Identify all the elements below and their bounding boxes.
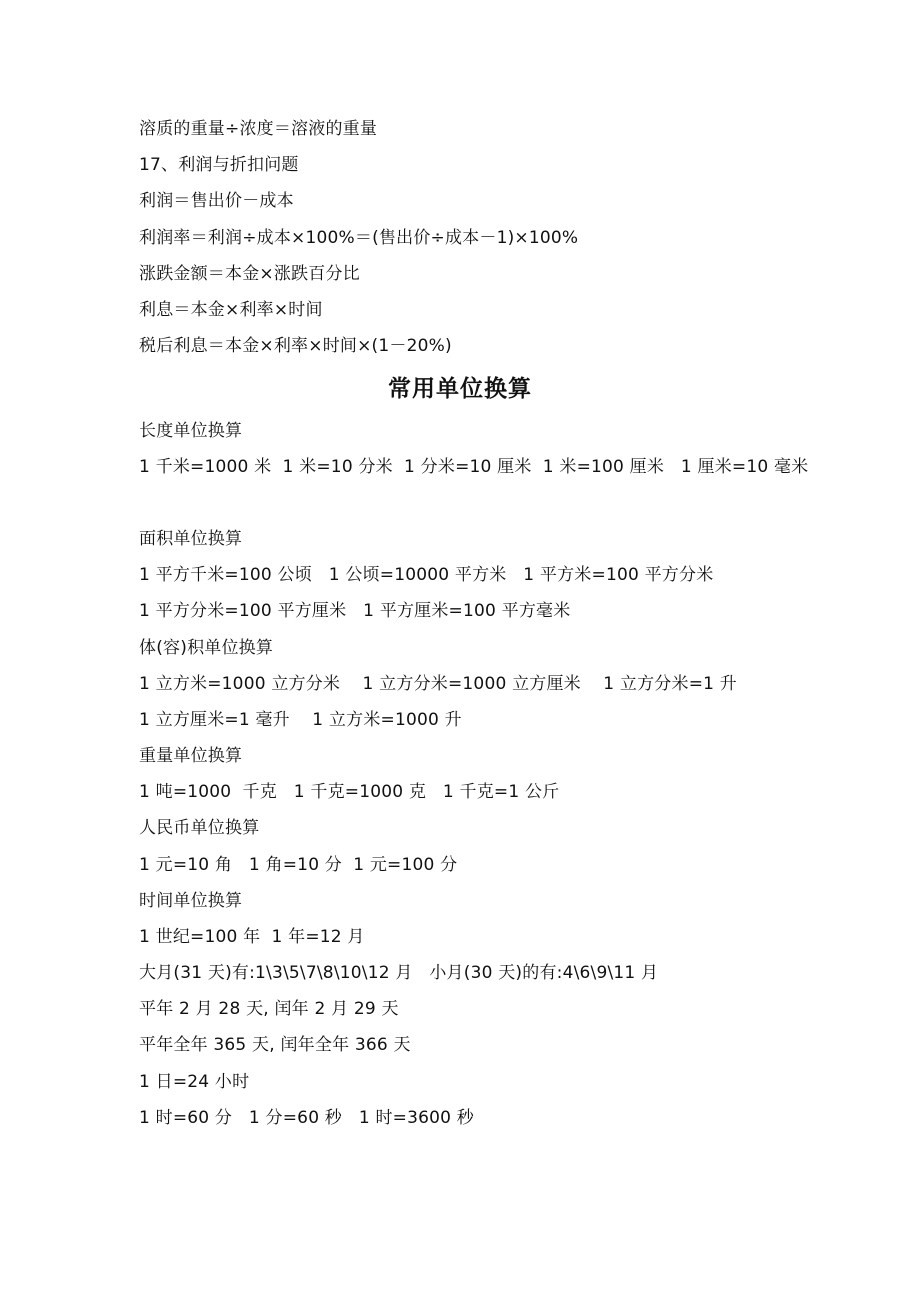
currency-title: 人民币单位换算 [139, 818, 260, 838]
time-line-3: 平年 2 月 28 天, 闰年 2 月 29 天 [139, 999, 399, 1019]
formula-solution-weight: 溶质的重量÷浓度＝溶液的重量 [139, 119, 378, 139]
currency-line-1: 1 元=10 角 1 角=10 分 1 元=100 分 [139, 855, 458, 875]
volume-title: 体(容)积单位换算 [139, 638, 274, 658]
page-heading: 常用单位换算 [388, 376, 532, 402]
formula-change-amount: 涨跌金额＝本金×涨跌百分比 [139, 264, 360, 284]
weight-line-1: 1 吨=1000 千克 1 千克=1000 克 1 千克=1 公斤 [139, 782, 560, 802]
time-line-1: 1 世纪=100 年 1 年=12 月 [139, 927, 365, 947]
formula-interest: 利息＝本金×利率×时间 [139, 300, 323, 320]
time-line-2: 大月(31 天)有:1\3\5\7\8\10\12 月 小月(30 天)的有:4\6\9\11 月 [139, 963, 659, 983]
area-title: 面积单位换算 [139, 529, 243, 549]
length-line-1: 1 千米=1000 米 1 米=10 分米 1 分米=10 厘米 1 米=100 厘米 1 厘米=10 毫米 [139, 457, 809, 477]
area-line-1: 1 平方千米=100 公顷 1 公顷=10000 平方米 1 平方米=100 平方分米 [139, 565, 714, 585]
volume-line-1: 1 立方米=1000 立方分米 1 立方分米=1000 立方厘米 1 立方分米=1 升 [139, 674, 737, 694]
formula-profit: 利润＝售出价－成本 [139, 191, 294, 211]
formula-after-tax-interest: 税后利息＝本金×利率×时间×(1－20%) [139, 336, 452, 356]
formula-profit-rate: 利润率＝利润÷成本×100%＝(售出价÷成本－1)×100% [139, 228, 579, 248]
section-profit-discount-title: 17、利润与折扣问题 [139, 155, 299, 175]
weight-title: 重量单位换算 [139, 746, 243, 766]
time-title: 时间单位换算 [139, 891, 243, 911]
area-line-2: 1 平方分米=100 平方厘米 1 平方厘米=100 平方毫米 [139, 601, 571, 621]
time-line-4: 平年全年 365 天, 闰年全年 366 天 [139, 1035, 411, 1055]
time-line-5: 1 日=24 小时 [139, 1072, 250, 1092]
length-title: 长度单位换算 [139, 421, 243, 441]
volume-line-2: 1 立方厘米=1 毫升 1 立方米=1000 升 [139, 710, 462, 730]
time-line-6: 1 时=60 分 1 分=60 秒 1 时=3600 秒 [139, 1108, 474, 1128]
